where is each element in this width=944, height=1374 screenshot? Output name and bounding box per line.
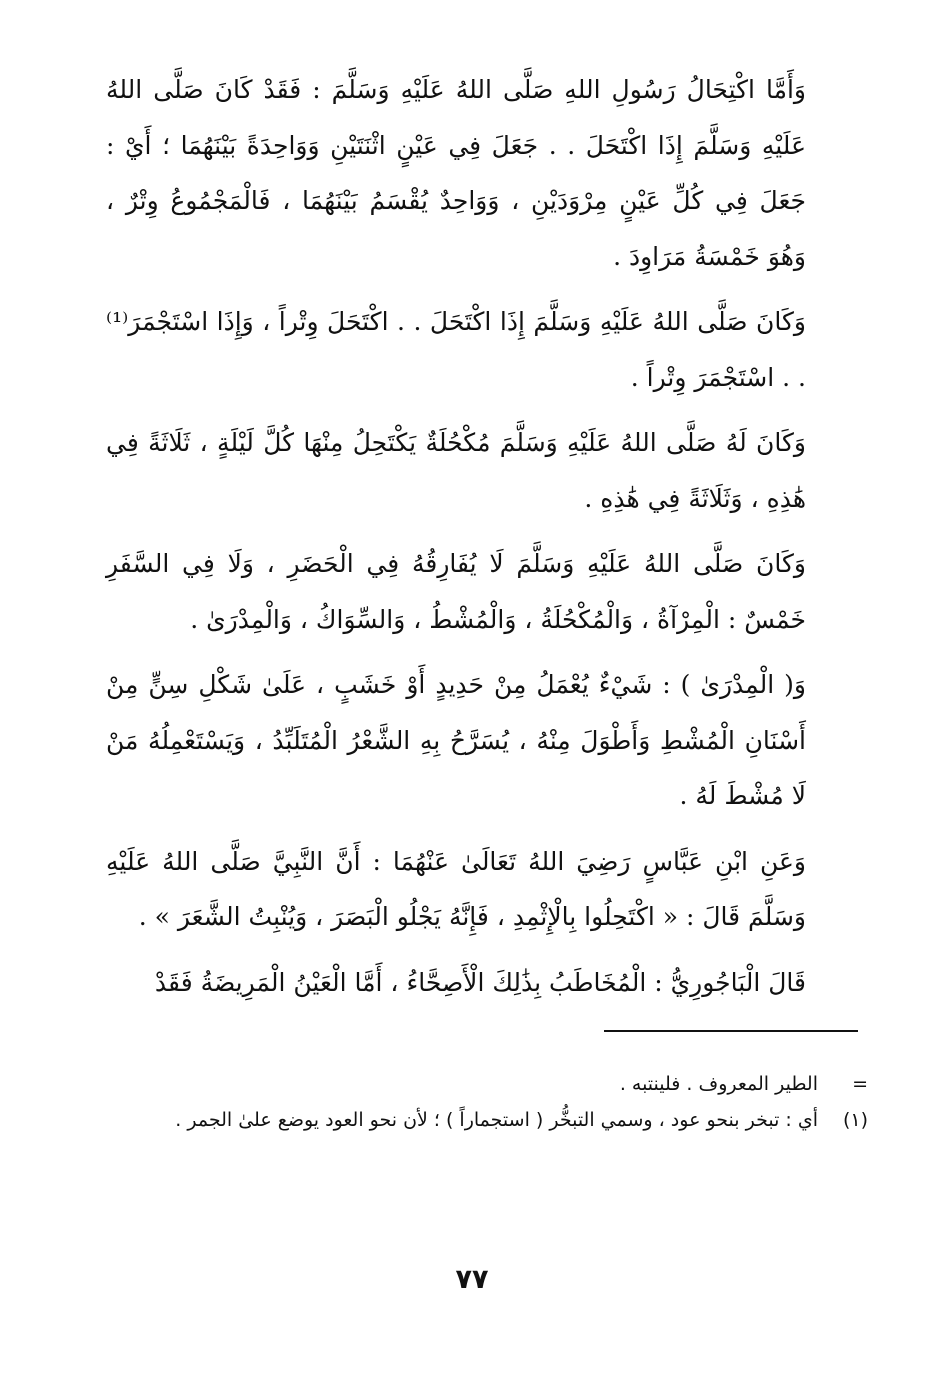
main-text (106, 62, 818, 1010)
paragraph-kohl-method: وَأَمَّا اكْتِحَالُ رَسُولِ اللهِ صَلَّى اللهُ عَلَيْهِ وَسَلَّمَ : فَقَدْ كَانَ صَلَّى اللهُ عَلَيْهِ وَسَلَّمَ إِذَا اكْتَحَلَ . . جَعَلَ فِي عَيْنٍ اثْنَتَيْنِ وَوَاحِدَةً بَيْنَهُمَا ؛ أَيْ : جَعَلَ فِي كُلِّ عَيْنٍ مِرْوَدَيْنِ ، وَوَاحِدٌ يُقْسَمُ بَيْنَهُمَا ، فَالْمَجْمُوعُ وِتْرٌ ، وَهُوَ خَمْسَةُ مَرَاوِدَ . (106, 75, 806, 271)
footnote-marker: (١) (842, 1109, 868, 1131)
paragraph-five-items: وَكَانَ صَلَّى اللهُ عَلَيْهِ وَسَلَّمَ لَا يُفَارِقُهُ فِي الْحَضَرِ ، وَلَا فِي السَّفَرِ خَمْسٌ : الْمِرْآةُ ، وَالْمُكْحُلَةُ ، وَالْمُشْطُ ، وَالسِّوَاكُ ، وَالْمِدْرَىٰ . (106, 549, 806, 634)
footnote-text: الطير المعروف . فلينتبه . (619, 1073, 818, 1095)
paragraph-ibn-abbas-hadith: وَعَنِ ابْنِ عَبَّاسٍ رَضِيَ اللهُ تَعَالَىٰ عَنْهُمَا : أَنَّ النَّبِيَّ صَلَّى اللهُ عَلَيْهِ وَسَلَّمَ قَالَ : « اكْتَحِلُوا بِالْإِثْمِدِ ، فَإِنَّهُ يَجْلُو الْبَصَرَ ، وَيُنْبِتُ الشَّعَرَ » . (106, 846, 806, 931)
footnote-1 (110, 1102, 868, 1138)
footnote-text: أي : تبخر بنحو عود ، وسمي التبخُّر ( استجماراً ) ؛ لأن نحو العود يوضع علىٰ الجمر . (175, 1109, 818, 1131)
page-number: ٧٧ (455, 1264, 489, 1295)
footnote-continuation (110, 1066, 868, 1102)
paragraph-odd-numbers: وَكَانَ صَلَّى اللهُ عَلَيْهِ وَسَلَّمَ إِذَا اكْتَحَلَ . . اكْتَحَلَ وِتْراً ، وَإِذَا اسْتَجْمَرَ⁽¹⁾ . . اسْتَجْمَرَ وِتْراً . (106, 307, 806, 392)
paragraph-bajuri-comment: قَالَ الْبَاجُورِيُّ : الْمُخَاطَبُ بِذَٰلِكَ الْأَصِحَّاءُ ، أَمَّا الْعَيْنُ الْمَرِيضَةُ فَقَدْ (154, 967, 806, 997)
footnote-separator (604, 1030, 858, 1032)
footnotes (110, 1066, 868, 1138)
footnote-marker: = (852, 1073, 868, 1095)
paragraph-kohl-container: وَكَانَ لَهُ صَلَّى اللهُ عَلَيْهِ وَسَلَّمَ مُكْحُلَةٌ يَكْتَحِلُ مِنْهَا كُلَّ لَيْلَةٍ ، ثَلَاثَةً فِي هَٰذِهِ ، وَثَلَاثَةً فِي هَٰذِهِ . (106, 428, 806, 513)
paragraph-midra-definition: وَ( الْمِدْرَىٰ ) : شَيْءٌ يُعْمَلُ مِنْ حَدِيدٍ أَوْ خَشَبٍ ، عَلَىٰ شَكْلِ سِنٍّ مِنْ أَسْنَانِ الْمُشْطِ وَأَطْوَلَ مِنْهُ ، يُسَرَّحُ بِهِ الشَّعْرُ الْمُتَلَبِّدُ ، وَيَسْتَعْمِلُهُ مَنْ لَا مُشْطَ لَهُ . (106, 670, 806, 810)
